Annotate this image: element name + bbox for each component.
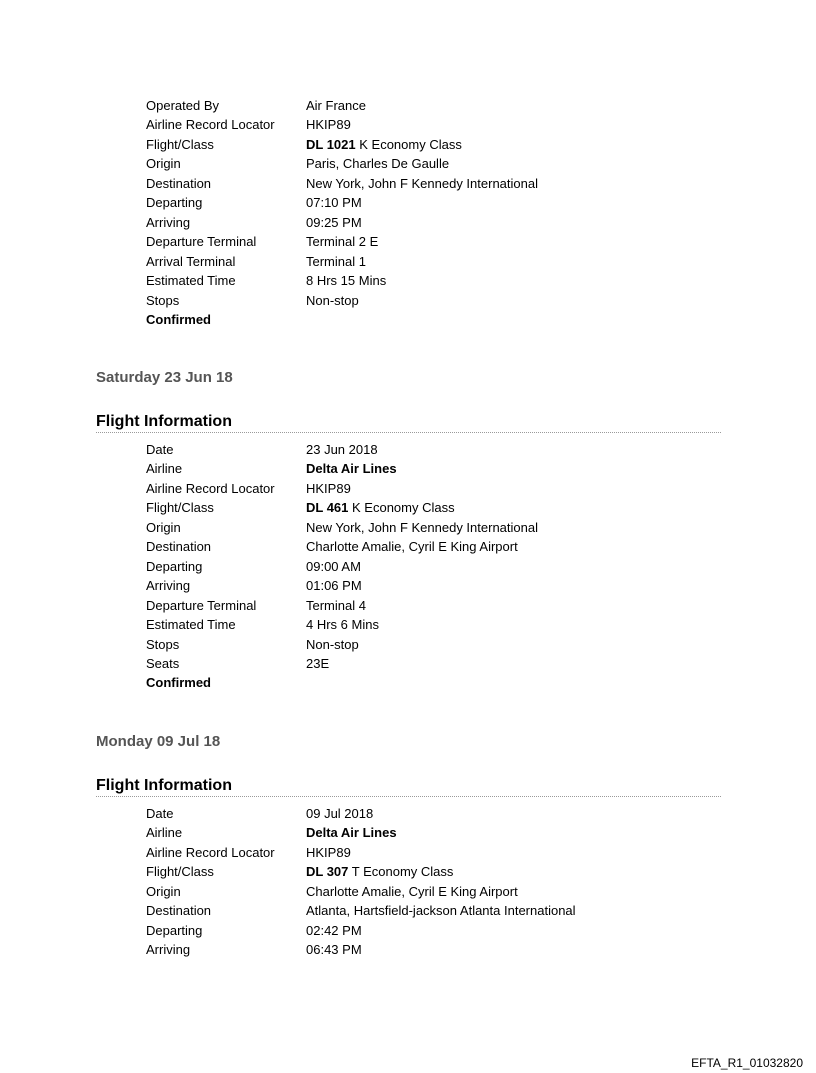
row-record-locator bbox=[146, 479, 538, 498]
row-flight-class bbox=[146, 498, 538, 517]
arrival-terminal-value: Terminal 1 bbox=[306, 253, 366, 269]
status-confirmed: Confirmed bbox=[146, 675, 211, 691]
row-flight-class bbox=[146, 135, 538, 154]
row-departure-terminal bbox=[146, 596, 538, 615]
airline-value: Delta Air Lines bbox=[306, 825, 397, 841]
field-label: Arriving bbox=[146, 214, 191, 230]
flight-details-table-3 bbox=[146, 804, 576, 960]
row-estimated-time bbox=[146, 271, 538, 290]
flight-class-value bbox=[306, 135, 538, 154]
field-label: Destination bbox=[146, 903, 212, 919]
flight-number: DL 1021 bbox=[306, 136, 356, 152]
field-label: Airline Record Locator bbox=[146, 480, 275, 496]
row-status bbox=[146, 310, 538, 329]
row-airline bbox=[146, 823, 576, 842]
record-locator-value: HKIP89 bbox=[306, 844, 351, 860]
flight-number: DL 307 bbox=[306, 864, 349, 880]
stops-value: Non-stop bbox=[306, 636, 359, 652]
flight-class-value bbox=[306, 498, 538, 517]
row-date bbox=[146, 804, 576, 823]
flight-details-table-2 bbox=[146, 440, 538, 693]
row-departing bbox=[146, 921, 576, 940]
row-airline bbox=[146, 459, 538, 478]
field-label: Origin bbox=[146, 156, 181, 172]
field-label: Flight/Class bbox=[146, 500, 214, 516]
arriving-value: 01:06 PM bbox=[306, 578, 362, 594]
flight-segment-2 bbox=[0, 440, 816, 693]
field-label: Arrival Terminal bbox=[146, 253, 236, 269]
field-label: Departure Terminal bbox=[146, 234, 257, 250]
field-label: Arriving bbox=[146, 942, 191, 958]
estimated-time-value: 8 Hrs 15 Mins bbox=[306, 273, 387, 289]
field-label: Airline Record Locator bbox=[146, 117, 275, 133]
record-locator-value: HKIP89 bbox=[306, 480, 351, 496]
document-id: EFTA_R1_01032820 bbox=[691, 1056, 803, 1070]
field-label: Date bbox=[146, 442, 174, 457]
field-label: Airline Record Locator bbox=[146, 844, 275, 860]
flight-class-value bbox=[306, 862, 576, 881]
field-label: Departing bbox=[146, 922, 203, 938]
flight-number: DL 461 bbox=[306, 500, 349, 516]
origin-value: New York, John F Kennedy International bbox=[306, 519, 538, 535]
day-heading: Monday 09 Jul 18 bbox=[96, 733, 221, 750]
field-label: Stops bbox=[146, 292, 180, 308]
flight-details-table-1 bbox=[146, 96, 538, 329]
origin-value: Charlotte Amalie, Cyril E King Airport bbox=[306, 883, 518, 899]
row-status bbox=[146, 673, 538, 692]
seats-value: 23E bbox=[306, 655, 330, 671]
field-label: Operated By bbox=[146, 98, 219, 113]
fare-class: K Economy Class bbox=[348, 500, 455, 516]
field-label: Airline bbox=[146, 825, 183, 841]
row-record-locator bbox=[146, 843, 576, 862]
row-departure-terminal bbox=[146, 232, 538, 251]
flight-segment-1 bbox=[0, 96, 816, 329]
row-destination bbox=[146, 174, 538, 193]
destination-value: Charlotte Amalie, Cyril E King Airport bbox=[306, 539, 518, 555]
field-label: Date bbox=[146, 806, 174, 821]
row-departing bbox=[146, 193, 538, 212]
stops-value: Non-stop bbox=[306, 292, 359, 308]
destination-value: New York, John F Kennedy International bbox=[306, 175, 538, 191]
arriving-value: 06:43 PM bbox=[306, 942, 362, 958]
fare-class: K Economy Class bbox=[355, 136, 462, 152]
departure-terminal-value: Terminal 2 E bbox=[306, 234, 379, 250]
operated-by-value: Air France bbox=[306, 98, 366, 113]
field-label: Airline bbox=[146, 461, 183, 477]
row-seats bbox=[146, 654, 538, 673]
row-destination bbox=[146, 901, 576, 920]
row-date bbox=[146, 440, 538, 459]
row-origin bbox=[146, 882, 576, 901]
field-label: Destination bbox=[146, 175, 212, 191]
date-value: 09 Jul 2018 bbox=[306, 806, 374, 821]
row-record-locator bbox=[146, 115, 538, 134]
departure-terminal-value: Terminal 4 bbox=[306, 597, 366, 613]
status-confirmed: Confirmed bbox=[146, 311, 211, 327]
field-label: Destination bbox=[146, 539, 212, 555]
row-arriving bbox=[146, 213, 538, 232]
fare-class: T Economy Class bbox=[348, 864, 454, 880]
date-value: 23 Jun 2018 bbox=[306, 442, 378, 457]
section-title-flight-information: Flight Information bbox=[96, 413, 721, 433]
row-operated-by bbox=[146, 96, 538, 115]
departing-value: 07:10 PM bbox=[306, 195, 362, 211]
record-locator-value: HKIP89 bbox=[306, 117, 351, 133]
day-heading: Saturday 23 Jun 18 bbox=[96, 369, 233, 386]
departing-value: 02:42 PM bbox=[306, 922, 362, 938]
row-arriving bbox=[146, 940, 576, 959]
field-label: Flight/Class bbox=[146, 136, 214, 152]
field-label: Flight/Class bbox=[146, 864, 214, 880]
field-label: Stops bbox=[146, 636, 180, 652]
field-label: Departing bbox=[146, 195, 203, 211]
field-label: Estimated Time bbox=[146, 273, 236, 289]
departing-value: 09:00 AM bbox=[306, 558, 361, 574]
destination-value: Atlanta, Hartsfield-jackson Atlanta International bbox=[306, 903, 576, 919]
section-title-flight-information: Flight Information bbox=[96, 777, 721, 797]
field-label: Seats bbox=[146, 655, 180, 671]
field-label: Departing bbox=[146, 558, 203, 574]
field-label: Arriving bbox=[146, 578, 191, 594]
row-origin bbox=[146, 154, 538, 173]
row-estimated-time bbox=[146, 615, 538, 634]
estimated-time-value: 4 Hrs 6 Mins bbox=[306, 617, 379, 633]
field-label: Estimated Time bbox=[146, 617, 236, 633]
row-stops bbox=[146, 635, 538, 654]
origin-value: Paris, Charles De Gaulle bbox=[306, 156, 450, 172]
field-label: Origin bbox=[146, 519, 181, 535]
row-arriving bbox=[146, 576, 538, 595]
row-stops bbox=[146, 291, 538, 310]
field-label: Origin bbox=[146, 883, 181, 899]
flight-segment-3 bbox=[0, 804, 816, 960]
row-flight-class bbox=[146, 862, 576, 881]
arriving-value: 09:25 PM bbox=[306, 214, 362, 230]
row-origin bbox=[146, 518, 538, 537]
airline-value: Delta Air Lines bbox=[306, 461, 397, 477]
row-destination bbox=[146, 537, 538, 556]
field-label: Departure Terminal bbox=[146, 597, 257, 613]
row-departing bbox=[146, 557, 538, 576]
row-arrival-terminal bbox=[146, 252, 538, 271]
